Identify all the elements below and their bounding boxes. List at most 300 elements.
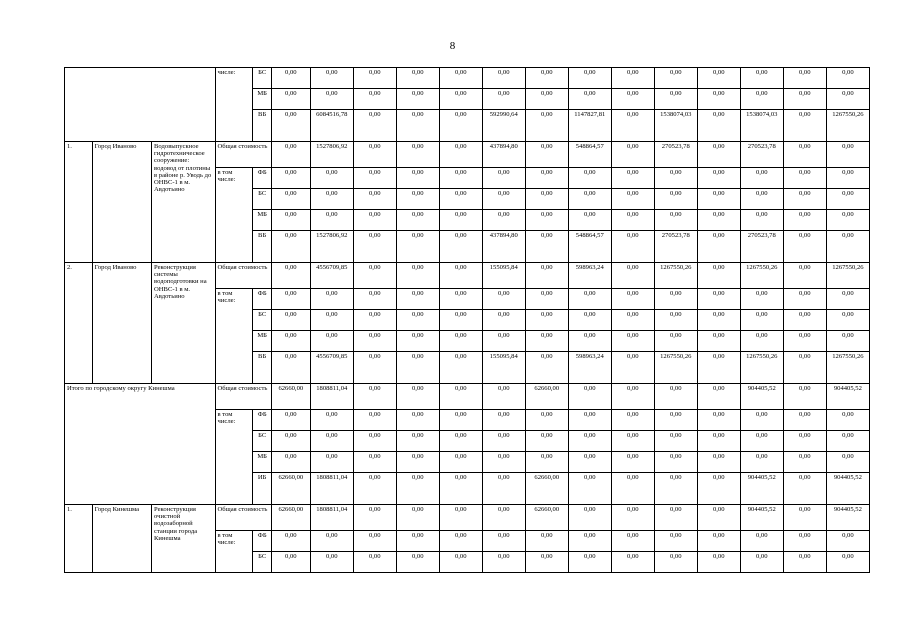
value-cell: 0,00 [271, 310, 310, 331]
value-cell: 0,00 [697, 384, 740, 410]
value-cell: 0,00 [826, 410, 869, 431]
value-cell: 0,00 [525, 210, 568, 231]
value-cell: 0,00 [697, 263, 740, 289]
value-cell: 0,00 [439, 384, 482, 410]
value-cell: 0,00 [525, 189, 568, 210]
value-cell: 0,00 [697, 410, 740, 431]
value-cell: 0,00 [611, 352, 654, 384]
budget-type: ФБ [253, 531, 271, 552]
value-cell: 0,00 [271, 110, 310, 142]
value-cell: 0,00 [783, 168, 826, 189]
value-cell: 0,00 [611, 89, 654, 110]
value-cell: 0,00 [783, 452, 826, 473]
value-cell: 0,00 [611, 410, 654, 431]
value-cell: 0,00 [783, 263, 826, 289]
value-cell: 1147827,81 [568, 110, 611, 142]
value-cell: 0,00 [740, 531, 783, 552]
value-cell: 0,00 [783, 431, 826, 452]
value-cell: 0,00 [353, 410, 396, 431]
value-cell: 62660,00 [525, 473, 568, 505]
value-cell: 0,00 [654, 189, 697, 210]
row-number: 1. [65, 505, 93, 573]
value-cell: 0,00 [482, 505, 525, 531]
value-cell: 0,00 [783, 89, 826, 110]
locality: Город Кинешма [92, 505, 151, 573]
value-cell: 0,00 [740, 189, 783, 210]
table-row [65, 263, 870, 289]
value-cell: 0,00 [611, 231, 654, 263]
value-cell: 904405,52 [740, 384, 783, 410]
value-cell: 0,00 [310, 452, 353, 473]
value-cell: 0,00 [439, 189, 482, 210]
value-cell: 0,00 [482, 431, 525, 452]
value-cell: 0,00 [611, 189, 654, 210]
value-cell: 0,00 [482, 310, 525, 331]
value-cell: 0,00 [439, 142, 482, 168]
value-cell: 0,00 [396, 310, 439, 331]
value-cell: 1267550,26 [740, 352, 783, 384]
value-cell: 0,00 [697, 505, 740, 531]
value-cell: 0,00 [310, 431, 353, 452]
value-cell: 1267550,26 [654, 352, 697, 384]
value-cell: 0,00 [271, 68, 310, 89]
value-cell: 0,00 [783, 68, 826, 89]
value-cell: 548864,57 [568, 231, 611, 263]
value-cell: 0,00 [654, 68, 697, 89]
value-cell: 0,00 [826, 189, 869, 210]
value-cell: 0,00 [697, 552, 740, 573]
value-cell: 0,00 [396, 231, 439, 263]
value-cell: 0,00 [353, 68, 396, 89]
value-cell: 0,00 [353, 289, 396, 310]
value-cell: 0,00 [654, 473, 697, 505]
page-number: 8 [449, 40, 456, 52]
value-cell: 0,00 [310, 89, 353, 110]
value-cell: 0,00 [396, 431, 439, 452]
value-cell: 0,00 [310, 331, 353, 352]
value-cell: 62660,00 [271, 473, 310, 505]
value-cell: 0,00 [525, 552, 568, 573]
value-cell: 0,00 [439, 473, 482, 505]
value-cell: 0,00 [654, 552, 697, 573]
budget-type: ВБ [253, 231, 271, 263]
value-cell: 0,00 [611, 68, 654, 89]
value-cell: 0,00 [439, 431, 482, 452]
value-cell: 0,00 [310, 189, 353, 210]
value-cell: 4556709,85 [310, 263, 353, 289]
value-cell: 0,00 [697, 89, 740, 110]
budget-type: ВБ [253, 110, 271, 142]
value-cell: 0,00 [783, 352, 826, 384]
value-cell: 0,00 [568, 384, 611, 410]
value-cell: 598963,24 [568, 352, 611, 384]
in-that-number-label: числе: [215, 68, 253, 142]
value-cell: 0,00 [482, 89, 525, 110]
value-cell: 0,00 [525, 68, 568, 89]
value-cell: 0,00 [611, 210, 654, 231]
value-cell: 0,00 [525, 89, 568, 110]
object-name: Реконструкция системы водоподготовки на ОНВС-1 в м. Авдотьино [152, 263, 216, 384]
value-cell: 0,00 [697, 473, 740, 505]
value-cell: 0,00 [826, 331, 869, 352]
value-cell: 0,00 [654, 531, 697, 552]
value-cell: 0,00 [439, 331, 482, 352]
value-cell: 0,00 [482, 189, 525, 210]
budget-type: ФБ [253, 289, 271, 310]
value-cell: 0,00 [697, 452, 740, 473]
value-cell: 0,00 [525, 263, 568, 289]
value-cell: 0,00 [353, 168, 396, 189]
value-cell: 0,00 [740, 89, 783, 110]
value-cell: 0,00 [396, 352, 439, 384]
value-cell: 0,00 [525, 110, 568, 142]
value-cell: 0,00 [826, 68, 869, 89]
value-cell: 0,00 [525, 352, 568, 384]
value-cell: 0,00 [654, 505, 697, 531]
value-cell: 0,00 [439, 452, 482, 473]
value-cell: 0,00 [482, 473, 525, 505]
value-cell: 0,00 [353, 210, 396, 231]
row-number: 2. [65, 263, 93, 384]
value-cell: 0,00 [439, 505, 482, 531]
value-cell: 0,00 [271, 352, 310, 384]
table-row [65, 142, 870, 168]
value-cell: 0,00 [310, 310, 353, 331]
value-cell: 0,00 [568, 331, 611, 352]
value-cell: 592990,64 [482, 110, 525, 142]
value-cell: 0,00 [740, 289, 783, 310]
value-cell: 0,00 [396, 473, 439, 505]
value-cell: 0,00 [271, 331, 310, 352]
value-cell: 0,00 [482, 168, 525, 189]
value-cell: 0,00 [697, 142, 740, 168]
value-cell: 0,00 [611, 384, 654, 410]
value-cell: 1527806,92 [310, 231, 353, 263]
value-cell: 0,00 [783, 231, 826, 263]
budget-type: БС [253, 552, 271, 573]
value-cell: 0,00 [482, 552, 525, 573]
value-cell: 0,00 [654, 310, 697, 331]
value-cell: 4556709,85 [310, 352, 353, 384]
value-cell: 0,00 [783, 473, 826, 505]
value-cell: 0,00 [439, 231, 482, 263]
value-cell: 0,00 [439, 110, 482, 142]
locality: Город Иваново [92, 142, 151, 263]
value-cell: 904405,52 [826, 505, 869, 531]
value-cell: 0,00 [271, 89, 310, 110]
value-cell: 0,00 [525, 142, 568, 168]
value-cell: 0,00 [697, 110, 740, 142]
value-cell: 0,00 [568, 168, 611, 189]
value-cell: 0,00 [353, 189, 396, 210]
value-cell: 155095,84 [482, 352, 525, 384]
value-cell: 1808811,04 [310, 384, 353, 410]
value-cell: 0,00 [482, 68, 525, 89]
value-cell: 0,00 [353, 231, 396, 263]
value-cell: 0,00 [525, 289, 568, 310]
value-cell: 0,00 [482, 289, 525, 310]
value-cell: 0,00 [697, 189, 740, 210]
budget-type: ФБ [253, 168, 271, 189]
total-cost-label: Общая стоимость [215, 263, 271, 289]
value-cell: 1808811,04 [310, 505, 353, 531]
in-that-number-label: в том числе: [215, 531, 253, 573]
value-cell: 0,00 [482, 452, 525, 473]
value-cell: 0,00 [568, 189, 611, 210]
value-cell: 270523,78 [740, 231, 783, 263]
value-cell: 0,00 [396, 452, 439, 473]
budget-type: ФБ [253, 410, 271, 431]
value-cell: 0,00 [568, 310, 611, 331]
value-cell: 0,00 [826, 168, 869, 189]
value-cell: 0,00 [353, 531, 396, 552]
locality: Город Иваново [92, 263, 151, 384]
value-cell: 0,00 [396, 531, 439, 552]
value-cell: 0,00 [353, 552, 396, 573]
value-cell: 0,00 [568, 452, 611, 473]
value-cell: 0,00 [783, 189, 826, 210]
value-cell: 0,00 [271, 410, 310, 431]
value-cell: 0,00 [439, 352, 482, 384]
value-cell: 0,00 [271, 142, 310, 168]
value-cell: 0,00 [697, 289, 740, 310]
value-cell: 62660,00 [525, 384, 568, 410]
value-cell: 437894,80 [482, 142, 525, 168]
value-cell: 270523,78 [654, 231, 697, 263]
value-cell: 0,00 [310, 210, 353, 231]
value-cell: 1267550,26 [826, 263, 869, 289]
budget-type: БС [253, 310, 271, 331]
value-cell: 0,00 [271, 210, 310, 231]
value-cell: 0,00 [353, 263, 396, 289]
table-row [65, 505, 870, 531]
value-cell: 0,00 [783, 289, 826, 310]
value-cell: 0,00 [697, 531, 740, 552]
value-cell: 0,00 [396, 168, 439, 189]
value-cell: 0,00 [740, 210, 783, 231]
value-cell: 0,00 [783, 505, 826, 531]
value-cell: 0,00 [568, 473, 611, 505]
value-cell: 0,00 [310, 168, 353, 189]
total-cost-label: Общая стоимость [215, 505, 271, 531]
value-cell: 437894,80 [482, 231, 525, 263]
budget-type: БС [253, 189, 271, 210]
table-row [65, 68, 870, 89]
in-that-number-label: в том числе: [215, 168, 253, 263]
value-cell: 0,00 [568, 289, 611, 310]
value-cell: 0,00 [310, 531, 353, 552]
value-cell: 0,00 [783, 110, 826, 142]
value-cell: 0,00 [783, 310, 826, 331]
value-cell: 1538074,03 [740, 110, 783, 142]
value-cell: 0,00 [654, 431, 697, 452]
value-cell: 0,00 [271, 168, 310, 189]
value-cell: 904405,52 [740, 473, 783, 505]
value-cell: 0,00 [439, 310, 482, 331]
value-cell: 0,00 [525, 231, 568, 263]
value-cell: 0,00 [353, 452, 396, 473]
value-cell: 0,00 [740, 68, 783, 89]
value-cell: 0,00 [611, 110, 654, 142]
value-cell: 1527806,92 [310, 142, 353, 168]
value-cell: 0,00 [353, 89, 396, 110]
value-cell: 0,00 [525, 410, 568, 431]
value-cell: 0,00 [740, 431, 783, 452]
value-cell: 0,00 [396, 142, 439, 168]
value-cell: 0,00 [310, 552, 353, 573]
value-cell: 0,00 [654, 289, 697, 310]
financing-table [64, 67, 870, 573]
value-cell: 0,00 [271, 189, 310, 210]
value-cell: 270523,78 [654, 142, 697, 168]
value-cell: 0,00 [740, 310, 783, 331]
value-cell: 0,00 [611, 431, 654, 452]
value-cell: 0,00 [740, 452, 783, 473]
value-cell: 0,00 [396, 189, 439, 210]
value-cell: 0,00 [826, 452, 869, 473]
value-cell: 0,00 [482, 531, 525, 552]
value-cell: 0,00 [568, 531, 611, 552]
value-cell: 0,00 [271, 289, 310, 310]
value-cell: 0,00 [697, 210, 740, 231]
budget-type: МБ [253, 210, 271, 231]
value-cell: 0,00 [353, 352, 396, 384]
value-cell: 0,00 [611, 168, 654, 189]
value-cell: 0,00 [439, 410, 482, 431]
value-cell: 0,00 [611, 452, 654, 473]
value-cell: 0,00 [568, 89, 611, 110]
value-cell: 0,00 [697, 68, 740, 89]
budget-type: БС [253, 68, 271, 89]
value-cell: 0,00 [611, 331, 654, 352]
value-cell: 0,00 [568, 68, 611, 89]
value-cell: 0,00 [525, 452, 568, 473]
value-cell: 0,00 [310, 68, 353, 89]
value-cell: 0,00 [568, 210, 611, 231]
value-cell: 0,00 [525, 431, 568, 452]
budget-type: ВБ [253, 352, 271, 384]
value-cell: 0,00 [482, 210, 525, 231]
value-cell: 1267550,26 [654, 263, 697, 289]
value-cell: 0,00 [482, 384, 525, 410]
value-cell: 1267550,26 [826, 352, 869, 384]
value-cell: 155095,84 [482, 263, 525, 289]
total-cost-label: Общая стоимость [215, 384, 271, 410]
value-cell: 0,00 [439, 68, 482, 89]
value-cell: 0,00 [697, 352, 740, 384]
value-cell: 0,00 [396, 289, 439, 310]
value-cell: 0,00 [654, 89, 697, 110]
in-that-number-label: в том числе: [215, 410, 253, 505]
value-cell: 0,00 [525, 310, 568, 331]
value-cell: 0,00 [783, 410, 826, 431]
value-cell: 0,00 [568, 552, 611, 573]
value-cell: 0,00 [611, 289, 654, 310]
value-cell: 0,00 [353, 331, 396, 352]
value-cell: 0,00 [568, 505, 611, 531]
value-cell: 270523,78 [740, 142, 783, 168]
value-cell: 0,00 [826, 289, 869, 310]
value-cell: 0,00 [271, 431, 310, 452]
value-cell: 0,00 [611, 142, 654, 168]
value-cell: 62660,00 [271, 505, 310, 531]
value-cell: 0,00 [525, 331, 568, 352]
value-cell: 0,00 [568, 410, 611, 431]
value-cell: 0,00 [439, 263, 482, 289]
value-cell: 0,00 [439, 210, 482, 231]
in-that-number-label: в том числе: [215, 289, 253, 384]
value-cell: 0,00 [611, 310, 654, 331]
value-cell: 0,00 [396, 210, 439, 231]
value-cell: 0,00 [654, 410, 697, 431]
value-cell: 0,00 [271, 263, 310, 289]
value-cell: 0,00 [611, 263, 654, 289]
value-cell: 0,00 [396, 410, 439, 431]
value-cell: 0,00 [740, 552, 783, 573]
value-cell: 0,00 [396, 110, 439, 142]
value-cell: 0,00 [353, 142, 396, 168]
value-cell: 0,00 [654, 384, 697, 410]
value-cell: 0,00 [826, 231, 869, 263]
value-cell: 0,00 [439, 552, 482, 573]
value-cell: 0,00 [396, 263, 439, 289]
budget-type: БС [253, 431, 271, 452]
value-cell: 0,00 [783, 531, 826, 552]
value-cell: 0,00 [439, 289, 482, 310]
value-cell: 0,00 [783, 552, 826, 573]
value-cell: 904405,52 [826, 384, 869, 410]
value-cell: 0,00 [353, 384, 396, 410]
value-cell: 0,00 [740, 410, 783, 431]
value-cell: 62660,00 [525, 505, 568, 531]
value-cell: 904405,52 [826, 473, 869, 505]
value-cell: 62660,00 [271, 384, 310, 410]
value-cell: 0,00 [396, 89, 439, 110]
value-cell: 0,00 [396, 331, 439, 352]
value-cell: 1267550,26 [740, 263, 783, 289]
value-cell: 0,00 [783, 142, 826, 168]
value-cell: 0,00 [826, 531, 869, 552]
object-name: Реконструкция очистной водозаборной станции города Кинешма [152, 505, 216, 573]
value-cell: 598963,24 [568, 263, 611, 289]
value-cell: 0,00 [740, 331, 783, 352]
value-cell: 0,00 [439, 531, 482, 552]
table-row [65, 384, 870, 410]
value-cell: 0,00 [783, 384, 826, 410]
object-name: Водовыпускное гидротехническое сооружение: водовод от плотины в районе р. Уводь до ОНВС-1 в м. Авдотьино [152, 142, 216, 263]
value-cell: 0,00 [611, 473, 654, 505]
value-cell: 0,00 [697, 231, 740, 263]
district-total-label: Итого по городскому округу Кинешма [65, 384, 216, 505]
value-cell: 0,00 [396, 552, 439, 573]
value-cell: 0,00 [654, 331, 697, 352]
value-cell: 0,00 [271, 452, 310, 473]
value-cell: 0,00 [697, 310, 740, 331]
value-cell: 0,00 [783, 331, 826, 352]
value-cell: 0,00 [271, 531, 310, 552]
value-cell: 0,00 [271, 552, 310, 573]
value-cell: 0,00 [353, 505, 396, 531]
value-cell: 0,00 [826, 210, 869, 231]
value-cell: 0,00 [611, 531, 654, 552]
value-cell: 1808811,04 [310, 473, 353, 505]
value-cell: 0,00 [783, 210, 826, 231]
value-cell: 0,00 [697, 168, 740, 189]
value-cell: 0,00 [396, 505, 439, 531]
budget-type: МБ [253, 452, 271, 473]
value-cell: 0,00 [826, 89, 869, 110]
value-cell: 0,00 [353, 110, 396, 142]
